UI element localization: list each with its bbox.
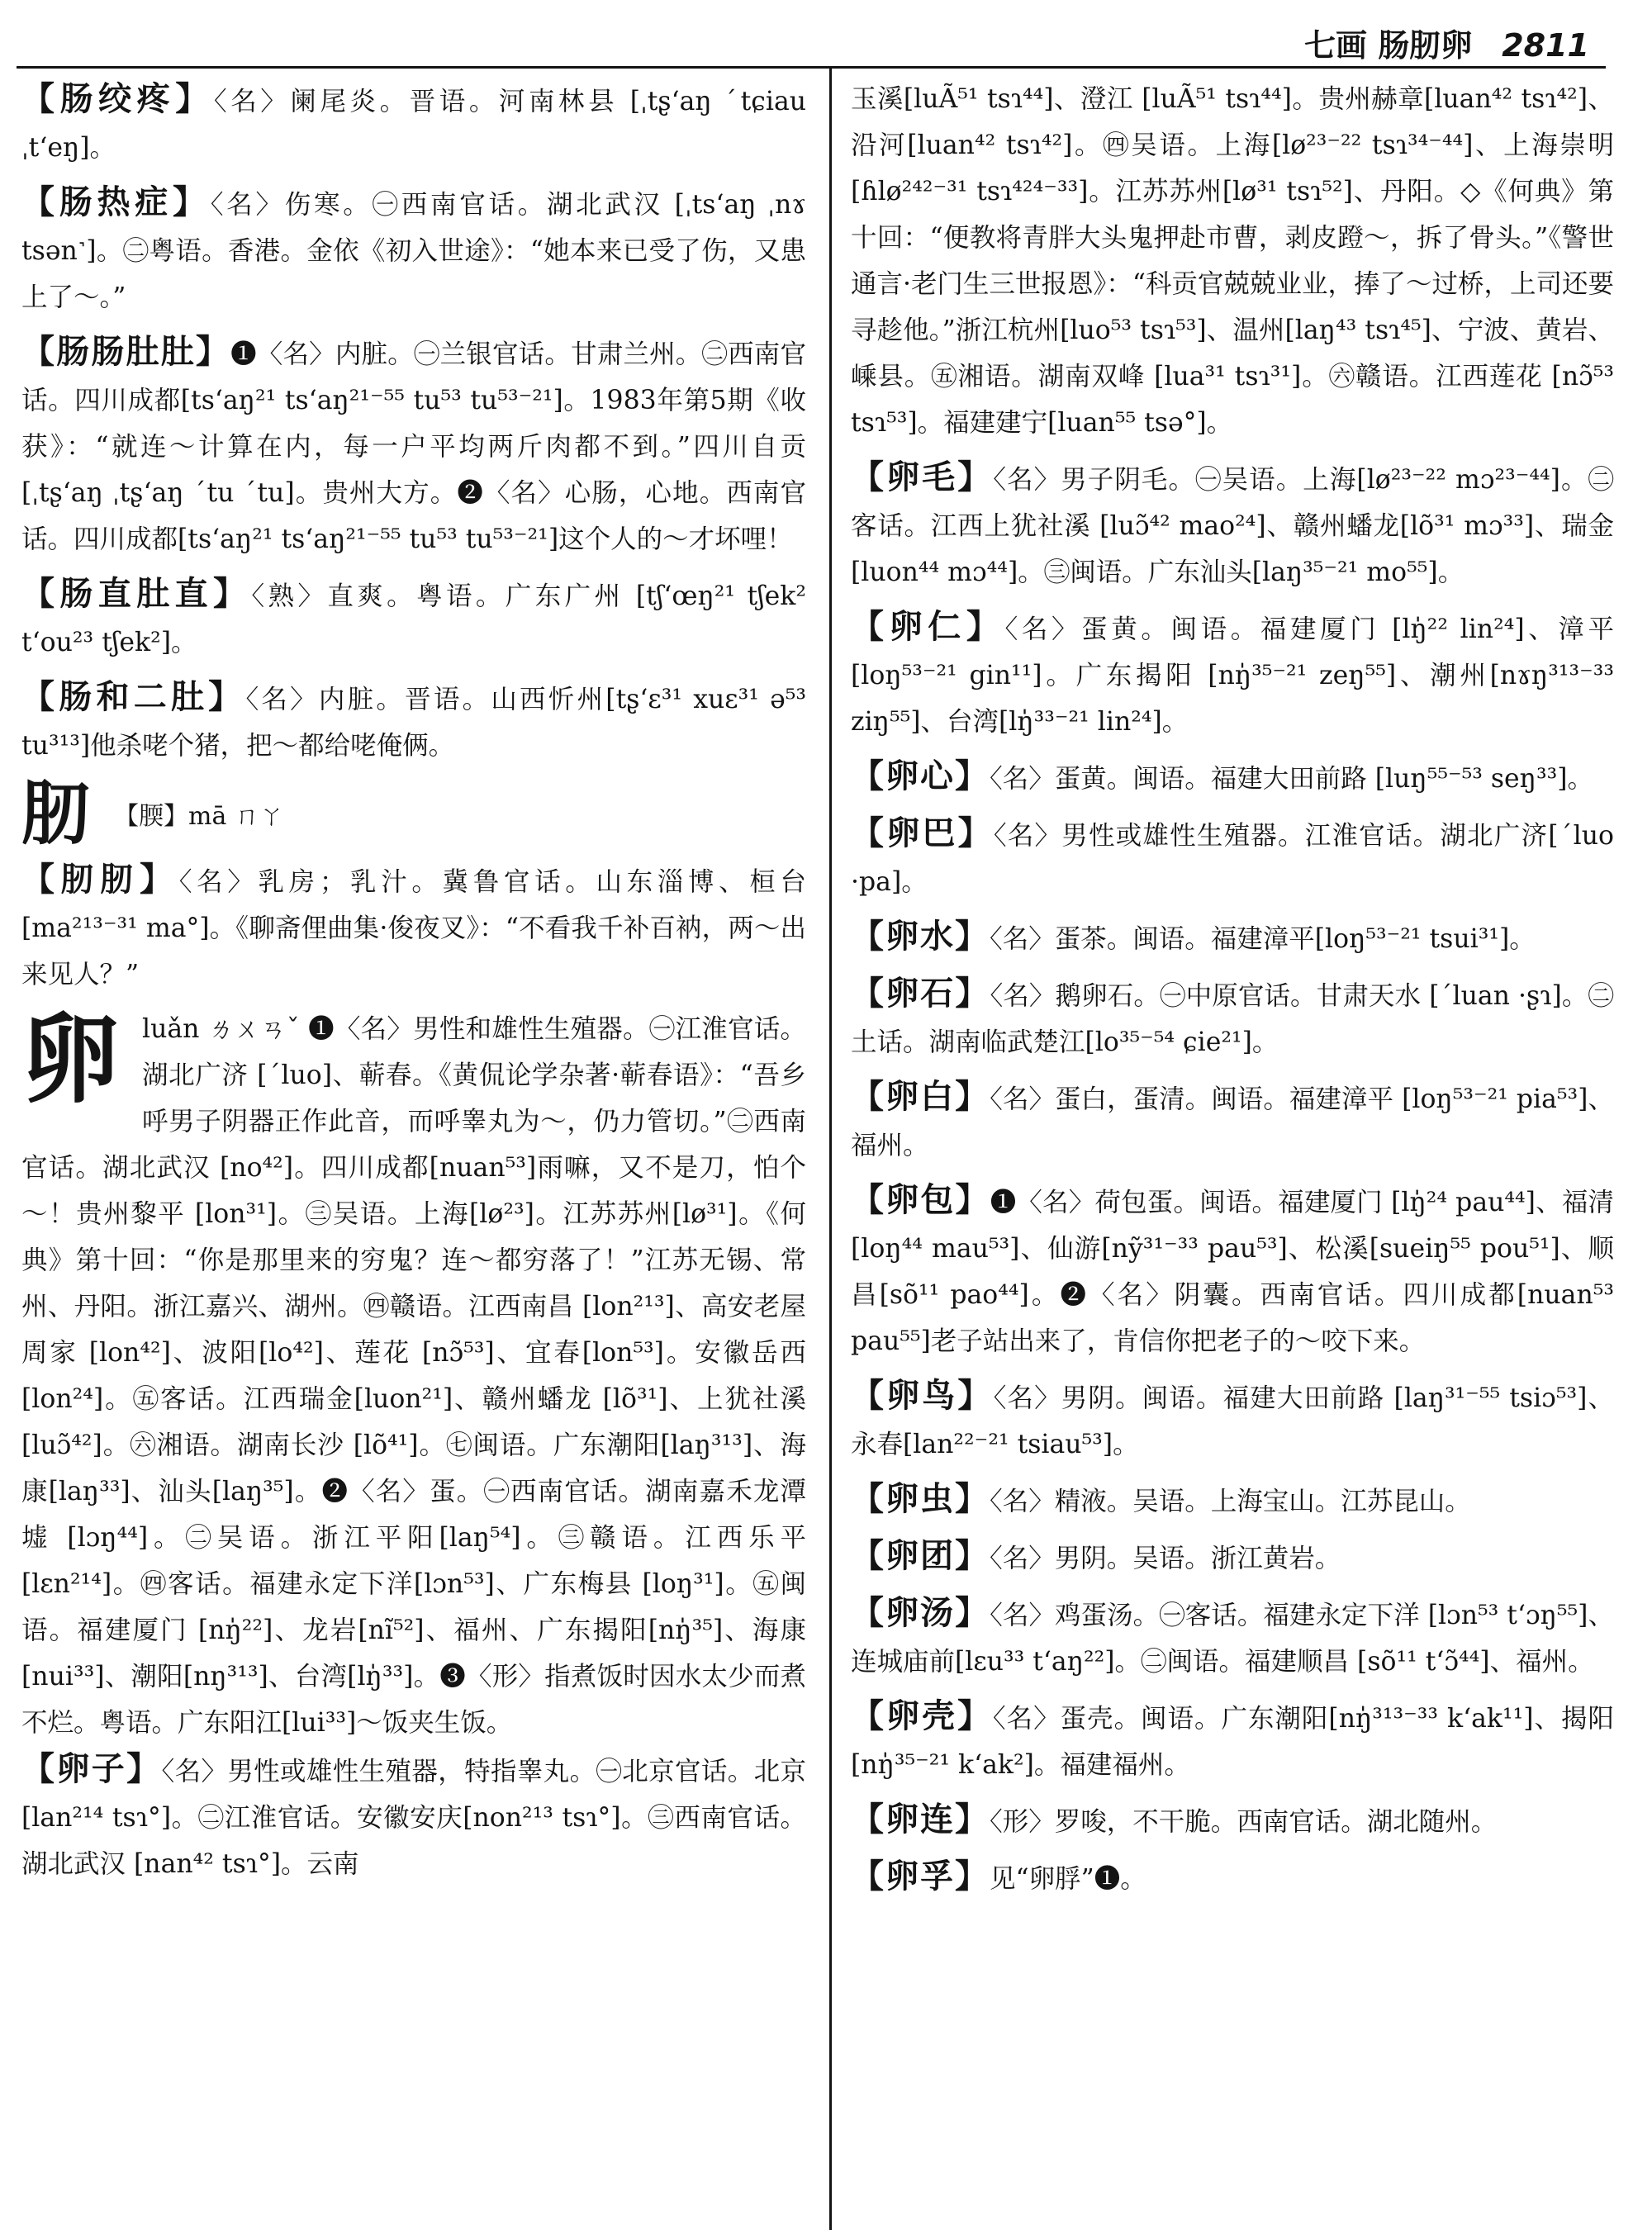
dictionary-entry (851, 1590, 1614, 1685)
entry-body: 〈名〉内脏。晋语。山西忻州[tʂʻɛ³¹ xuɛ³¹ ə⁵³ tu³¹³]他杀咾个猪，把～都给咾俺俩。 (21, 685, 806, 761)
entry-body: 〈形〉罗唆，不干脆。西南官话。湖北随州。 (990, 1807, 1498, 1837)
entry-body: ❶〈名〉荷包蛋。闽语。福建厦门 [lŋ̍²⁴ pau⁴⁴]、福清 [loŋ⁴⁴ mau⁵³]、仙游[nỹ³¹⁻³³ pau⁵³]、松溪[sueiŋ⁵⁵ pou⁵¹]、顺昌[sõ¹¹ pao⁴⁴]。❷〈名〉阴囊。西南官话。四川成都[nuan⁵³ pau⁵⁵]老子站出来了，肯信你把老子的～咬下来。 (851, 1188, 1614, 1356)
entry-body: 〈名〉伤寒。㊀西南官话。湖北武汉 [ˌtsʻaŋ ˌnɤ tsən˺]。㊁粤语。香港。金依《初入世途》：“她本来已受了伤，又患上了～。” (21, 190, 806, 312)
dictionary-entry (851, 753, 1614, 802)
entry-body: 〈名〉蛋黄。闽语。福建大田前路 [luŋ⁵⁵⁻⁵³ seŋ³³]。 (990, 764, 1593, 794)
dictionary-entry (851, 604, 1614, 745)
entry-headword: 【卵心】 (851, 757, 990, 795)
entry-headword: 【卵连】 (851, 1800, 990, 1839)
dictionary-entry (21, 179, 806, 320)
entry-headword: 【肠绞疼】 (21, 79, 214, 118)
dictionary-entry (21, 329, 806, 562)
entry-headword: 【卵团】 (851, 1536, 990, 1575)
entry-headword: 【卵汤】 (851, 1593, 990, 1632)
dictionary-entry (851, 454, 1614, 595)
dictionary-entry (851, 913, 1614, 962)
dictionary-entry (851, 1177, 1614, 1364)
entry-headword: 【卵巴】 (851, 814, 994, 852)
entry-headword: 【卵水】 (851, 917, 990, 956)
right-column (851, 76, 1614, 2230)
dictionary-entry (851, 1533, 1614, 1582)
entry-body: 〈名〉鹅卵石。㊀中原官话。甘肃天水 [ˊluan ·ʂɿ]。㊁土话。湖南临武楚江[lo³⁵⁻⁵⁴ ɕie²¹]。 (851, 981, 1614, 1057)
entry-headword: 【卵白】 (851, 1077, 990, 1116)
dictionary-entry (851, 1373, 1614, 1468)
entry-body: 见“卵脬”❶。 (990, 1864, 1146, 1894)
entry-body: 〈名〉乳房；乳汁。冀鲁官话。山东淄博、桓台[ma²¹³⁻³¹ ma°]。《聊斋俚曲集·俊夜叉》：“不看我千补百衲，两～出来见人？” (21, 867, 806, 989)
entry-headword: 【肕肕】 (21, 860, 179, 899)
entry-body: 〈名〉蛋白，蛋清。闽语。福建漳平 [loŋ⁵³⁻²¹ pia⁵³]、福州。 (851, 1084, 1614, 1160)
character-heading-luan (21, 1006, 806, 1746)
entry-headword: 【肠热症】 (21, 183, 211, 221)
entry-headword: 【卵鸟】 (851, 1376, 994, 1415)
dictionary-entry (21, 674, 806, 769)
head-character: 卵 (21, 1006, 120, 1117)
dictionary-entry (851, 1796, 1614, 1845)
header-section: 七画 肠肕卵 (1304, 27, 1473, 64)
header-rule (17, 66, 1606, 69)
dictionary-entry (851, 1853, 1614, 1902)
entry-body: 〈名〉男阴。闽语。福建大田前路 [laŋ³¹⁻⁵⁵ tsiɔ⁵³]、永春[lan²²⁻²¹ tsiau⁵³]。 (851, 1383, 1614, 1459)
entry-headword: 【卵石】 (851, 974, 990, 1013)
page-number: 2811 (1502, 27, 1589, 64)
entry-headword: 【肠和二肚】 (21, 677, 246, 716)
page-header (0, 5, 1652, 63)
entry-headword: 【卵虫】 (851, 1479, 990, 1518)
entry-headword: 【卵仁】 (851, 607, 1005, 646)
head-character: 肕 (21, 777, 92, 854)
entry-body: 〈名〉蛋壳。闽语。广东潮阳[nŋ̍³¹³⁻³³ kʻak¹¹]、揭阳[nŋ̍³⁵⁻²¹ kʻak²]。福建福州。 (851, 1704, 1614, 1780)
dictionary-entry (851, 810, 1614, 905)
entry-body: 〈名〉男阴。吴语。浙江黄岩。 (990, 1544, 1341, 1573)
entry-headword: 【卵包】 (851, 1180, 990, 1219)
entry-body: 〈名〉男性或雄性生殖器。江淮官话。湖北广济[ˊluo ·pa]。 (851, 821, 1614, 897)
character-heading-ma (21, 777, 806, 856)
entry-body: 玉溪[luÃ⁵¹ tsɿ⁴⁴]、澄江 [luÃ⁵¹ tsɿ⁴⁴]。贵州赫章[luan⁴² tsɿ⁴²]、沿河[luan⁴² tsɿ⁴²]。㊃吴语。上海[lø²³⁻²² tsɿ³⁴⁻⁴⁴]、上海崇明[ɦlø²⁴²⁻³¹ tsɿ⁴²⁴⁻³³]。江苏苏州[lø³¹ tsɿ⁵²]、丹阳。◇《何典》第十回：“便教将青胖大头鬼押赴市曹，剥皮蹬～，拆了骨头。”《警世通言·老门生三世报恩》：“科贡官兢兢业业，捧了～过桥，上司还要寻趁他。”浙江杭州[luo⁵³ tsɿ⁵³]、温州[laŋ⁴³ tsɿ⁴⁵]、宁波、黄岩、嵊县。㊄湘语。湖南双峰 [lua³¹ tsɿ³¹]。㊅赣语。江西莲花 [nɔ̃⁵³ tsɿ⁵³]。福建建宁[luan⁵⁵ tsə°]。 (851, 84, 1614, 438)
left-column (21, 76, 806, 2230)
dictionary-entry (851, 1476, 1614, 1525)
dictionary-entry (851, 970, 1614, 1065)
dictionary-entry (21, 571, 806, 666)
entry-body: 〈名〉精液。吴语。上海宝山。江苏昆山。 (990, 1487, 1471, 1516)
entry-body: 〈熟〉直爽。粤语。广东广州 [tʃʻœŋ²¹ tʃek² tʻou²³ tʃek²]。 (21, 581, 806, 657)
entry-headword: 【肠直肚直】 (21, 574, 252, 613)
dictionary-entry-continued (851, 76, 1614, 446)
dictionary-entry (21, 1746, 806, 1887)
head-character-info: 【腝】mā ㄇㄚ (114, 802, 284, 831)
dictionary-entry (21, 856, 806, 998)
entry-headword: 【卵子】 (21, 1749, 162, 1788)
entry-body: 〈名〉蛋黄。闽语。福建厦门 [lŋ̍²² lin²⁴]、漳平[loŋ⁵³⁻²¹ gin¹¹]。广东揭阳 [nŋ̍³⁵⁻²¹ zeŋ⁵⁵]、潮州[nɤŋ³¹³⁻³³ ziŋ⁵⁵]、台湾[lŋ̍³³⁻²¹ lin²⁴]。 (851, 614, 1614, 737)
dictionary-entry (851, 1693, 1614, 1788)
entry-headword: 【卵毛】 (851, 458, 994, 496)
running-header (1304, 20, 1589, 65)
dictionary-entry (21, 76, 806, 171)
character-body: luǎn ㄌㄨㄢˇ ❶〈名〉男性和雄性生殖器。㊀江淮官话。湖北广济 [ˊluo]、蕲春。《黄侃论学杂著·蕲春语》：“吾乡呼男子阴器正作此音，而呼睾丸为～，仍力管切。”㊁西南官话。湖北武汉 [no⁴²]。四川成都[nuan⁵³]雨嘛，又不是刀，怕个～！贵州黎平 [lon³¹]。㊂吴语。上海[lø²³]。江苏苏州[lø³¹]。《何典》第十回：“你是那里来的穷鬼？连～都穷落了！”江苏无锡、常州、丹阳。浙江嘉兴、湖州。㊃赣语。江西南昌 [lon²¹³]、高安老屋周家 [lon⁴²]、波阳[lo⁴²]、莲花 [nɔ̃⁵³]、宜春[lon⁵³]。安徽岳西 [lon²⁴]。㊄客话。江西瑞金[luon²¹]、赣州蟠龙 [lõ³¹]、上犹社溪 [luɔ̃⁴²]。㊅湘语。湖南长沙 [lõ⁴¹]。㊆闽语。广东潮阳[laŋ³¹³]、海康[laŋ³³]、汕头[laŋ³⁵]。❷〈名〉蛋。㊀西南官话。湖南嘉禾龙潭墟 [lɔŋ⁴⁴]。㊁吴语。浙江平阳[laŋ⁵⁴]。㊂赣语。江西乐平 [lɛn²¹⁴]。㊃客话。福建永定下洋[lɔn⁵³]、广东梅县 [loŋ³¹]。㊄闽语。福建厦门 [nŋ̍²²]、龙岩[nĩ⁵²]、福州、广东揭阳[nŋ̍³⁵]、海康[nui³³]、潮阳[nŋ³¹³]、台湾[lŋ̍³³]。❸〈形〉指煮饭时因水太少而煮不烂。粤语。广东阳江[lui³³]～饭夹生饭。 (21, 1014, 806, 1738)
entry-body: 〈名〉蛋茶。闽语。福建漳平[loŋ⁵³⁻²¹ tsui³¹]。 (990, 924, 1536, 954)
entry-headword: 【卵孚】 (851, 1857, 990, 1896)
entry-headword: 【肠肠肚肚】 (21, 332, 231, 371)
entry-body: 〈名〉男性或雄性生殖器，特指睾丸。㊀北京官话。北京[lan²¹⁴ tsɿ°]。㊁江淮官话。安徽安庆[non²¹³ tsɿ°]。㊂西南官话。湖北武汉 [nan⁴² tsɿ°]。云南 (21, 1757, 806, 1879)
column-divider (829, 68, 832, 2230)
entry-body: 〈名〉鸡蛋汤。㊀客话。福建永定下洋 [lɔn⁵³ tʻɔŋ⁵⁵]、连城庙前[lɛu³³ tʻaŋ²²]。㊁闽语。福建顺昌 [sõ¹¹ tʻɔ̃⁴⁴]、福州。 (851, 1601, 1614, 1677)
entry-body: 〈名〉阑尾炎。晋语。河南林县 [ˌtʂʻaŋ ˊtɕiau ˌtʻeŋ]。 (21, 87, 806, 163)
entry-headword: 【卵壳】 (851, 1696, 993, 1735)
entry-body: 〈名〉男子阴毛。㊀吴语。上海[lø²³⁻²² mɔ²³⁻⁴⁴]。㊁客话。江西上犹社溪 [luɔ̃⁴² mao²⁴]、赣州蟠龙[lõ³¹ mɔ³³]、瑞金[luon⁴⁴ mɔ⁴⁴]。㊂闽语。广东汕头[laŋ³⁵⁻²¹ mo⁵⁵]。 (851, 465, 1614, 587)
entry-body: ❶〈名〉内脏。㊀兰银官话。甘肃兰州。㊁西南官话。四川成都[tsʻaŋ²¹ tsʻaŋ²¹⁻⁵⁵ tu⁵³ tu⁵³⁻²¹]。1983年第5期《收获》：“就连～计算在内，每一户平均两斤肉都不到。”四川自贡 [ˌtʂʻaŋ ˌtʂʻaŋ ˊtu ˊtu]。贵州大方。❷〈名〉心肠，心地。西南官话。四川成都[tsʻaŋ²¹ tsʻaŋ²¹⁻⁵⁵ tu⁵³ tu⁵³⁻²¹]这个人的～才坏哩！ (21, 339, 806, 554)
dictionary-entry (851, 1074, 1614, 1169)
